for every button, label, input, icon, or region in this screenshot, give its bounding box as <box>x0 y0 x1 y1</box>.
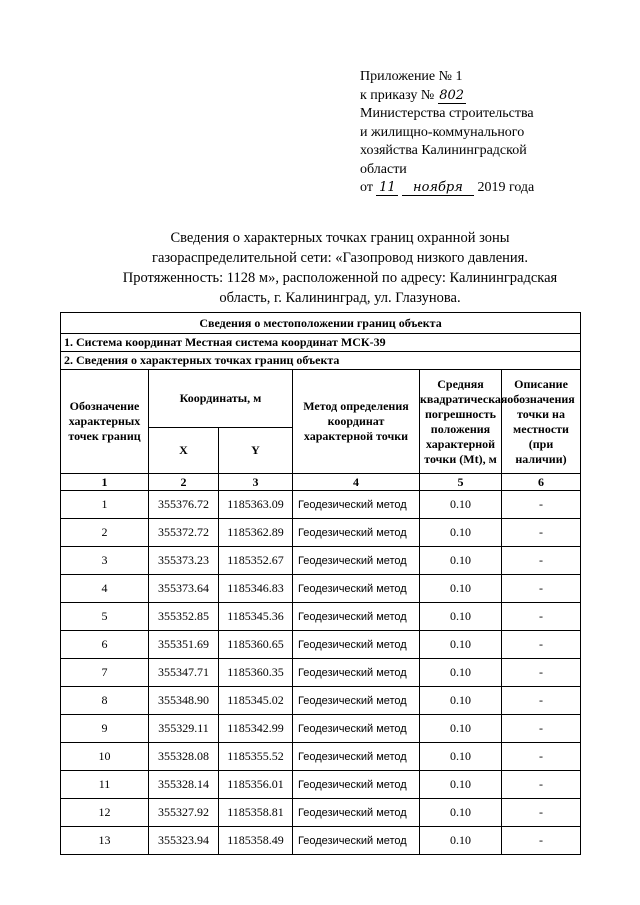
title-line-4: область, г. Калининград, ул. Глазунова. <box>219 290 461 306</box>
method-cell: Геодезический метод <box>293 659 420 687</box>
column-numbers-row <box>61 474 581 491</box>
ministry-line-1: Министерства строительства <box>360 106 534 121</box>
error-cell: 0.10 <box>420 687 502 715</box>
method-cell: Геодезический метод <box>293 491 420 519</box>
point-number: 12 <box>61 799 149 827</box>
coord-y: 1185358.81 <box>219 799 293 827</box>
point-number: 13 <box>61 827 149 855</box>
table-row <box>61 687 581 715</box>
ministry-line-3: хозяйства Калининградской <box>360 143 527 158</box>
point-number: 5 <box>61 603 149 631</box>
point-number: 7 <box>61 659 149 687</box>
description-cell: - <box>502 603 581 631</box>
column-number: 5 <box>420 474 502 491</box>
error-cell: 0.10 <box>420 631 502 659</box>
header-point-label: Обозначение характерных точек границ <box>61 370 149 474</box>
table-row <box>61 603 581 631</box>
description-cell: - <box>502 743 581 771</box>
method-cell: Геодезический метод <box>293 715 420 743</box>
method-cell: Геодезический метод <box>293 631 420 659</box>
point-number: 9 <box>61 715 149 743</box>
description-cell: - <box>502 519 581 547</box>
point-number: 8 <box>61 687 149 715</box>
description-cell: - <box>502 547 581 575</box>
coord-y: 1185345.02 <box>219 687 293 715</box>
description-cell: - <box>502 771 581 799</box>
error-cell: 0.10 <box>420 771 502 799</box>
coord-x: 355328.14 <box>149 771 219 799</box>
error-cell: 0.10 <box>420 575 502 603</box>
method-cell: Геодезический метод <box>293 687 420 715</box>
header-y: Y <box>219 428 293 474</box>
order-number-handwritten: 802 <box>439 87 465 103</box>
column-number: 1 <box>61 474 149 491</box>
method-cell: Геодезический метод <box>293 771 420 799</box>
description-cell: - <box>502 827 581 855</box>
error-cell: 0.10 <box>420 659 502 687</box>
coord-y: 1185355.52 <box>219 743 293 771</box>
coord-y: 1185358.49 <box>219 827 293 855</box>
coord-y: 1185342.99 <box>219 715 293 743</box>
error-cell: 0.10 <box>420 491 502 519</box>
ministry-line-4: области <box>360 161 407 177</box>
table-row <box>61 631 581 659</box>
order-date <box>360 179 630 198</box>
error-cell: 0.10 <box>420 547 502 575</box>
coord-x: 355372.72 <box>149 519 219 547</box>
coord-y: 1185360.65 <box>219 631 293 659</box>
coord-x: 355373.64 <box>149 575 219 603</box>
table-row <box>61 743 581 771</box>
header-coordinates: Координаты, м <box>149 370 293 428</box>
header-error: Средняя квадратическая погрешность положения характерной точки (Mt), м <box>420 370 502 474</box>
table-row <box>61 547 581 575</box>
coord-y: 1185356.01 <box>219 771 293 799</box>
point-number: 2 <box>61 519 149 547</box>
error-cell: 0.10 <box>420 715 502 743</box>
table-row <box>61 715 581 743</box>
appendix-title: Приложение № 1 <box>360 69 463 84</box>
table-section-title: Сведения о местоположении границ объекта <box>61 313 581 334</box>
coord-x: 355323.94 <box>149 827 219 855</box>
point-number: 3 <box>61 547 149 575</box>
date-year: 2019 года <box>477 180 535 195</box>
table-row <box>61 491 581 519</box>
column-number: 4 <box>293 474 420 491</box>
title-line-1: Сведения о характерных точках границ охранной зоны <box>170 230 510 246</box>
point-number: 11 <box>61 771 149 799</box>
coord-y: 1185363.09 <box>219 491 293 519</box>
method-cell: Геодезический метод <box>293 743 420 771</box>
coord-x: 355347.71 <box>149 659 219 687</box>
table-row <box>61 659 581 687</box>
error-cell: 0.10 <box>420 743 502 771</box>
coord-x: 355328.08 <box>149 743 219 771</box>
point-number: 4 <box>61 575 149 603</box>
coord-x: 355376.72 <box>149 491 219 519</box>
point-number: 10 <box>61 743 149 771</box>
title-line-3: Протяженность: 1128 м», расположенной по адресу: Калининградская <box>122 270 558 286</box>
date-month-handwritten: ноября <box>402 181 474 196</box>
description-cell: - <box>502 491 581 519</box>
coord-y: 1185345.36 <box>219 603 293 631</box>
method-cell: Геодезический метод <box>293 827 420 855</box>
column-number: 2 <box>149 474 219 491</box>
coord-x: 355351.69 <box>149 631 219 659</box>
point-number: 6 <box>61 631 149 659</box>
table-row <box>61 519 581 547</box>
appendix-header <box>360 68 630 198</box>
coord-x: 355373.23 <box>149 547 219 575</box>
coord-x: 355329.11 <box>149 715 219 743</box>
error-cell: 0.10 <box>420 799 502 827</box>
coord-x: 355348.90 <box>149 687 219 715</box>
description-cell: - <box>502 631 581 659</box>
date-day-handwritten: 11 <box>376 181 398 196</box>
column-number: 6 <box>502 474 581 491</box>
method-cell: Геодезический метод <box>293 547 420 575</box>
method-cell: Геодезический метод <box>293 603 420 631</box>
table-row <box>61 771 581 799</box>
description-cell: - <box>502 659 581 687</box>
error-cell: 0.10 <box>420 519 502 547</box>
description-cell: - <box>502 687 581 715</box>
boundary-points-table <box>60 312 581 855</box>
description-cell: - <box>502 799 581 827</box>
coordinate-system-row: 1. Система координат Местная система координат МСК-39 <box>61 334 581 352</box>
error-cell: 0.10 <box>420 827 502 855</box>
method-cell: Геодезический метод <box>293 575 420 603</box>
coord-x: 355327.92 <box>149 799 219 827</box>
table-row <box>61 799 581 827</box>
coord-y: 1185360.35 <box>219 659 293 687</box>
header-method: Метод определения координат характерной точки <box>293 370 420 474</box>
error-cell: 0.10 <box>420 603 502 631</box>
coord-y: 1185352.67 <box>219 547 293 575</box>
points-info-row: 2. Сведения о характерных точках границ объекта <box>61 352 581 370</box>
description-cell: - <box>502 575 581 603</box>
header-x: X <box>149 428 219 474</box>
method-cell: Геодезический метод <box>293 799 420 827</box>
order-prefix: к приказу № <box>360 87 435 103</box>
header-description: Описание обозначения точки на местности (при наличии) <box>502 370 581 474</box>
description-cell: - <box>502 715 581 743</box>
coord-x: 355352.85 <box>149 603 219 631</box>
ministry-line-2: и жилищно-коммунального <box>360 124 525 140</box>
coord-y: 1185346.83 <box>219 575 293 603</box>
document-title <box>60 228 620 308</box>
column-number: 3 <box>219 474 293 491</box>
order-reference <box>360 87 630 106</box>
coord-y: 1185362.89 <box>219 519 293 547</box>
table-row <box>61 575 581 603</box>
method-cell: Геодезический метод <box>293 519 420 547</box>
title-line-2: газораспределительной сети: «Газопровод низкого давления. <box>152 250 528 266</box>
point-number: 1 <box>61 491 149 519</box>
date-prefix: от <box>360 180 373 195</box>
table-row <box>61 827 581 855</box>
